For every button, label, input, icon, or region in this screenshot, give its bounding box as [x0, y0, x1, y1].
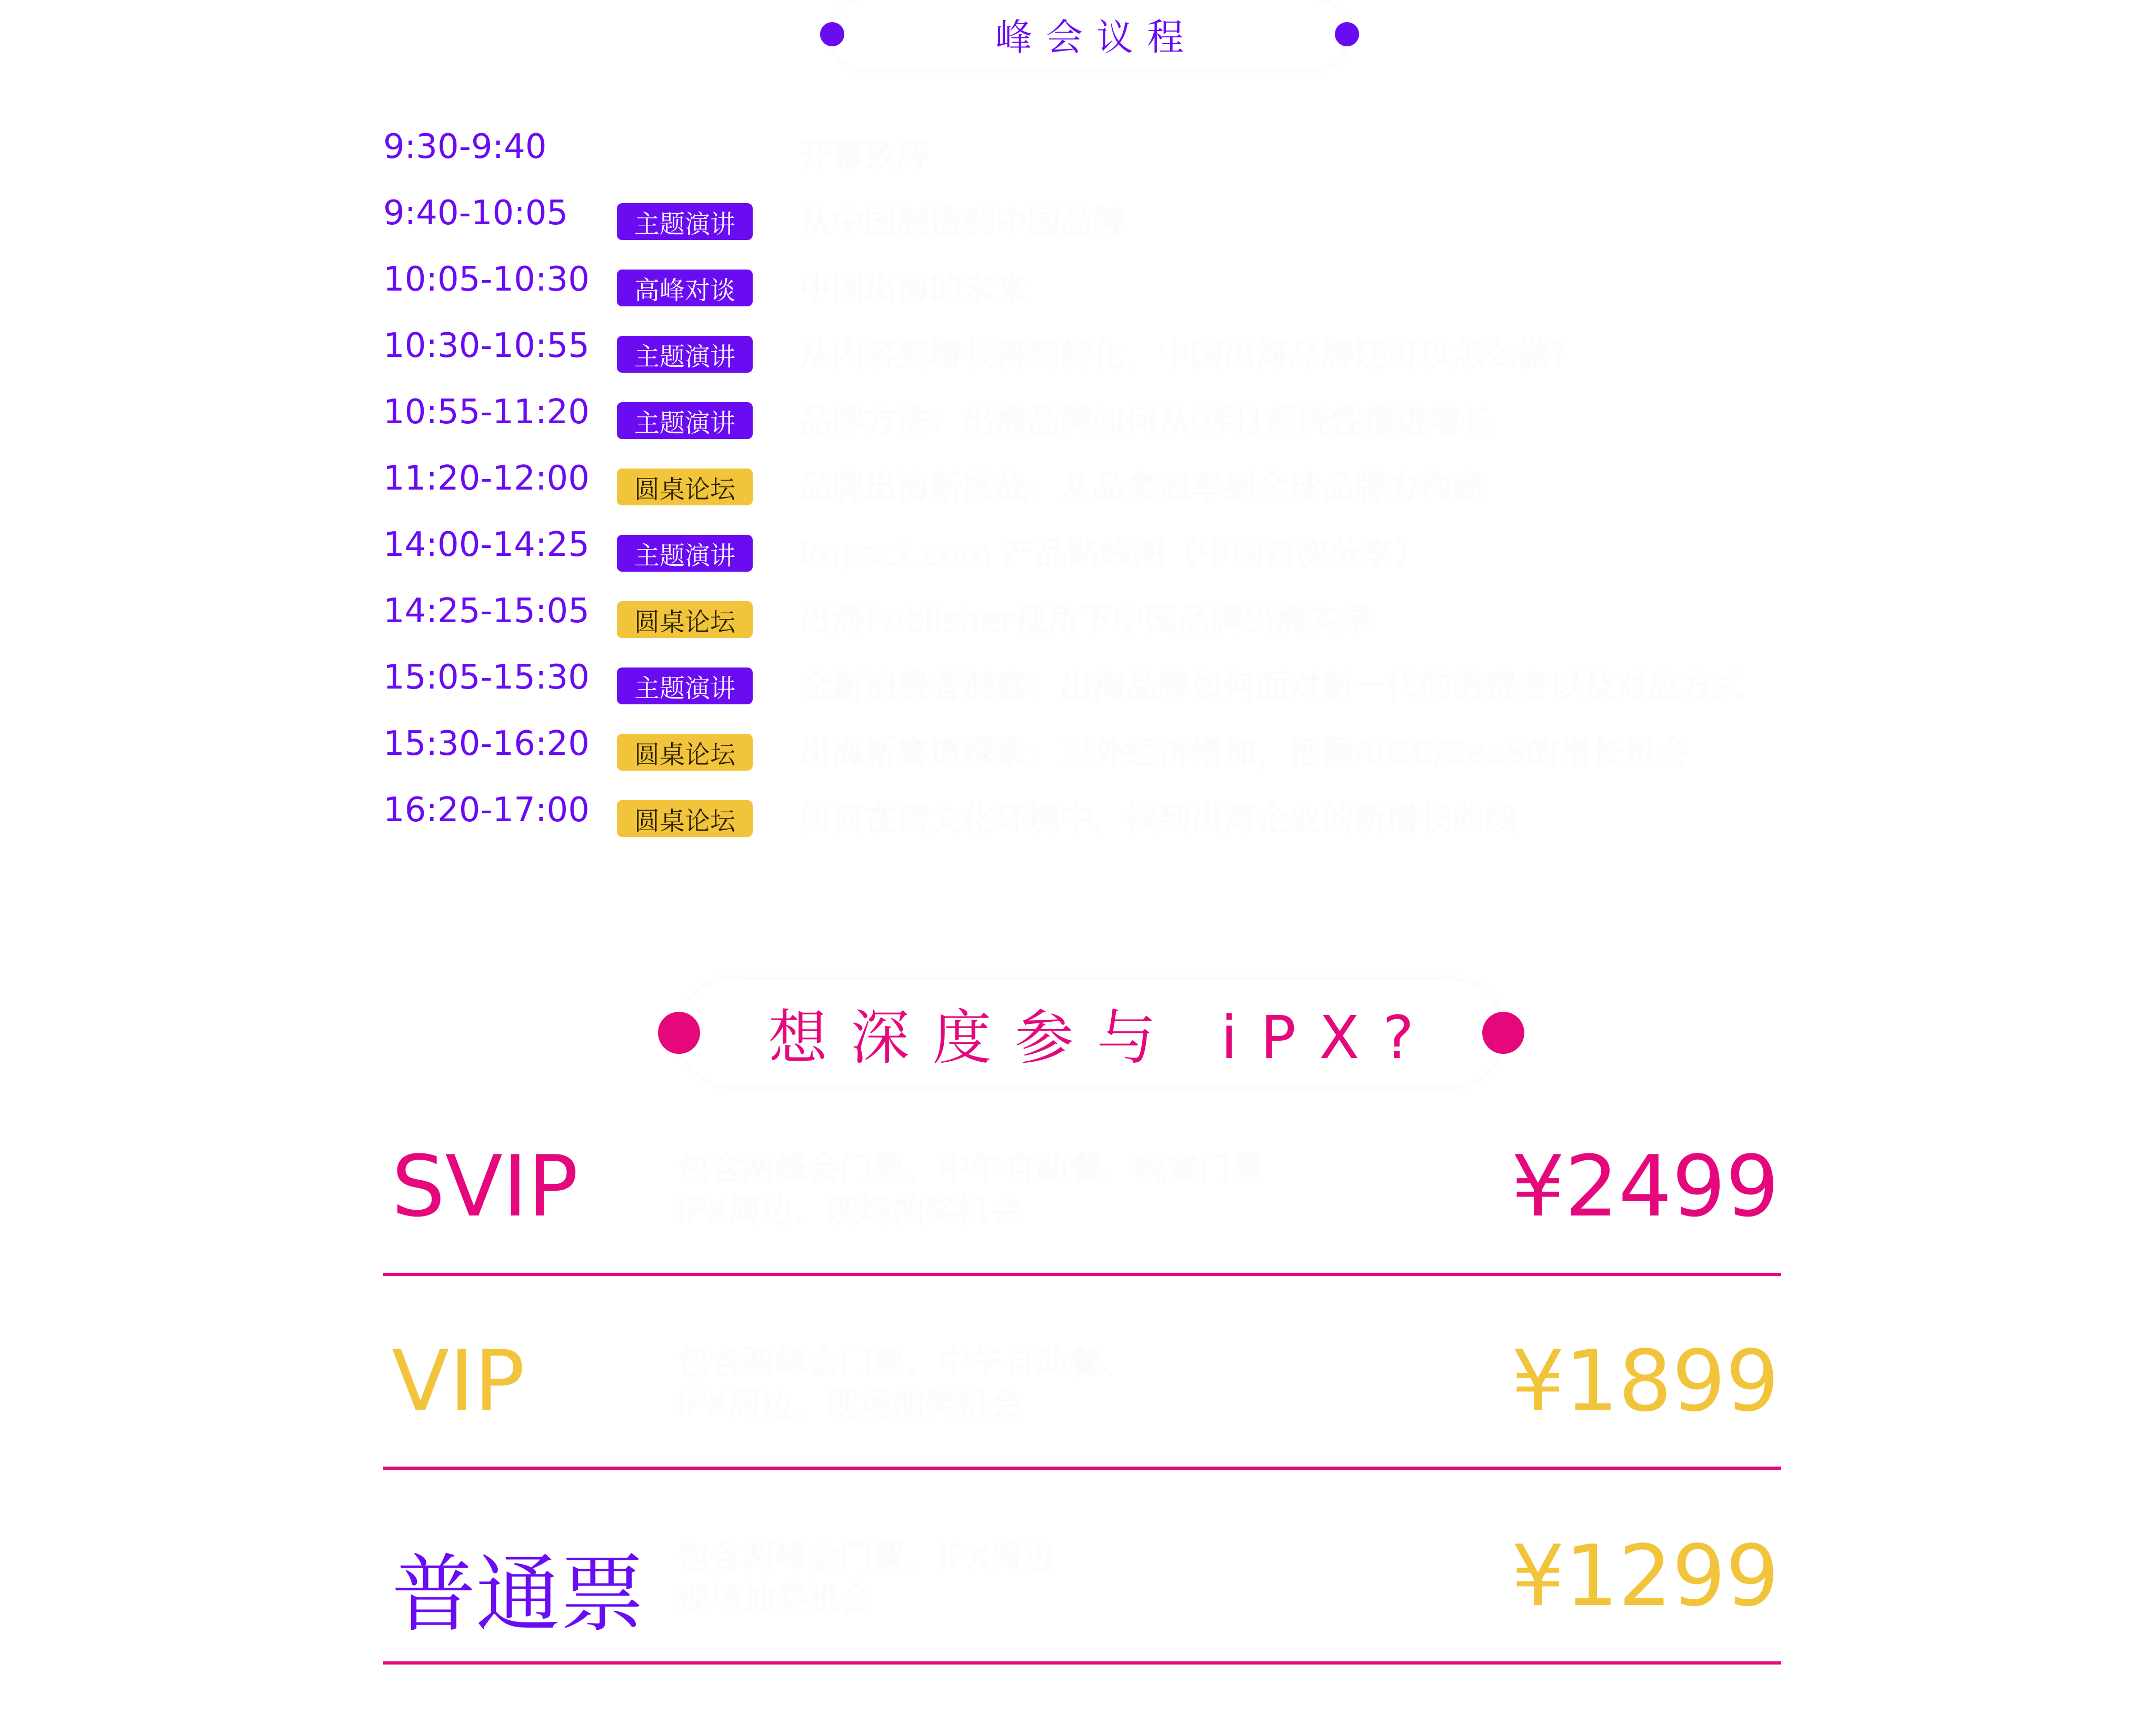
agenda-topic: 中国出海的未来 [799, 269, 1028, 307]
agenda-header-left-dot [820, 22, 844, 46]
ticket-tier-description [677, 1536, 1054, 1620]
agenda-topic: 全新消费者洞察：出海品牌如何面对新一代的消费者以及对应方式 [799, 667, 1746, 705]
agenda-item [383, 652, 1794, 718]
agenda-topic: 从中国制造到中国品牌 [799, 203, 1126, 241]
agenda-time: 14:00-14:25 [383, 525, 590, 564]
agenda-time: 10:05-10:30 [383, 260, 590, 299]
agenda-header-right-dot [1335, 22, 1359, 46]
agenda-item [383, 121, 1794, 187]
ticket-description-line: 包含两峰会门票、中午自助餐、晚宴门票 [677, 1149, 1265, 1188]
agenda-topic: 如何在跨文化环境中，找到出海企业的新增长曲线 [799, 800, 1518, 838]
session-type-badge: 高峰对谈 [617, 270, 753, 306]
session-type-badge: 主题演讲 [617, 535, 753, 572]
session-type-badge: 圆桌论坛 [617, 469, 753, 505]
session-type-badge: 圆桌论坛 [617, 734, 753, 771]
agenda-topic: Impact.com 产品路线图（中国首次分享） [799, 534, 1427, 573]
ticket-description-line: iPX周边、现场抽奖机会 [677, 1385, 1022, 1423]
session-type-badge: 圆桌论坛 [617, 800, 753, 837]
ticket-tier-name: SVIP [392, 1137, 578, 1235]
agenda-topic: 开幕致辞 [799, 136, 930, 175]
ticket-tier-description [677, 1341, 1134, 1426]
ticket-tier-description [677, 1148, 1264, 1232]
ticket-description-line: 包含两峰会门票、iPX周边 [677, 1538, 1055, 1576]
tickets-title: 想深度参与 iPX? [768, 1003, 1438, 1072]
agenda-section-header [832, 0, 1348, 68]
agenda-time: 10:30-10:55 [383, 326, 590, 365]
agenda-title: 峰会议程 [995, 15, 1197, 59]
ticket-description-line: iPX周边、现场抽奖机会 [677, 1191, 1022, 1230]
session-type-badge: 主题演讲 [617, 203, 753, 240]
agenda-topic: 品牌出海新挑战：从品类冠军到全球品牌力构建 [799, 468, 1485, 506]
agenda-item [383, 320, 1794, 386]
session-type-badge: 主题演讲 [617, 402, 753, 439]
agenda-time: 15:05-15:30 [383, 658, 590, 697]
ticket-price: ¥1299 [1511, 1527, 1779, 1625]
agenda-item [383, 784, 1794, 851]
agenda-time: 14:25-15:05 [383, 592, 590, 631]
agenda-item [383, 718, 1794, 784]
session-type-badge: 圆桌论坛 [617, 601, 753, 638]
agenda-time: 16:20-17:00 [383, 791, 590, 830]
agenda-item [383, 585, 1794, 652]
agenda-topic: 从内容到增长再到转化，中国出海品牌还可以怎么做? [799, 335, 1567, 374]
agenda-item [383, 254, 1794, 320]
tickets-section-header [679, 980, 1503, 1085]
agenda-time: 9:30-9:40 [383, 127, 547, 166]
ticket-divider [383, 1661, 1781, 1665]
ticket-price: ¥1899 [1511, 1332, 1779, 1430]
agenda-topic: 出海Publisher视角下中国品牌出海实录 [799, 601, 1373, 639]
agenda-item [383, 187, 1794, 254]
session-type-badge: 主题演讲 [617, 336, 753, 373]
ticket-divider [383, 1467, 1781, 1470]
tickets-header-right-dot [1482, 1012, 1524, 1054]
agenda-item [383, 453, 1794, 519]
agenda-list [383, 121, 1794, 851]
ticket-tier-name: VIP [392, 1332, 525, 1430]
agenda-item [383, 519, 1794, 585]
tickets-header-left-dot [658, 1012, 700, 1054]
agenda-topic: 品牌方法：出海品牌如何从0到1系统性推进增长 [799, 402, 1493, 440]
agenda-time: 11:20-12:00 [383, 459, 590, 498]
agenda-time: 10:55-11:20 [383, 393, 590, 432]
agenda-time: 15:30-16:20 [383, 724, 590, 763]
agenda-item [383, 386, 1794, 453]
agenda-topic: 出海新赛道探索：对外经济增加，把握AIGC/SaaS的增长机会 [799, 733, 1690, 772]
ticket-price: ¥2499 [1511, 1137, 1779, 1235]
ticket-description-line: 现场抽奖机会 [677, 1580, 873, 1618]
session-type-badge: 主题演讲 [617, 667, 753, 704]
ticket-description-line: 包含两峰会门票、中午自助餐、 [677, 1343, 1134, 1381]
agenda-time: 9:40-10:05 [383, 194, 568, 233]
ticket-tier-name: 普通票 [392, 1545, 645, 1643]
ticket-divider [383, 1273, 1781, 1276]
